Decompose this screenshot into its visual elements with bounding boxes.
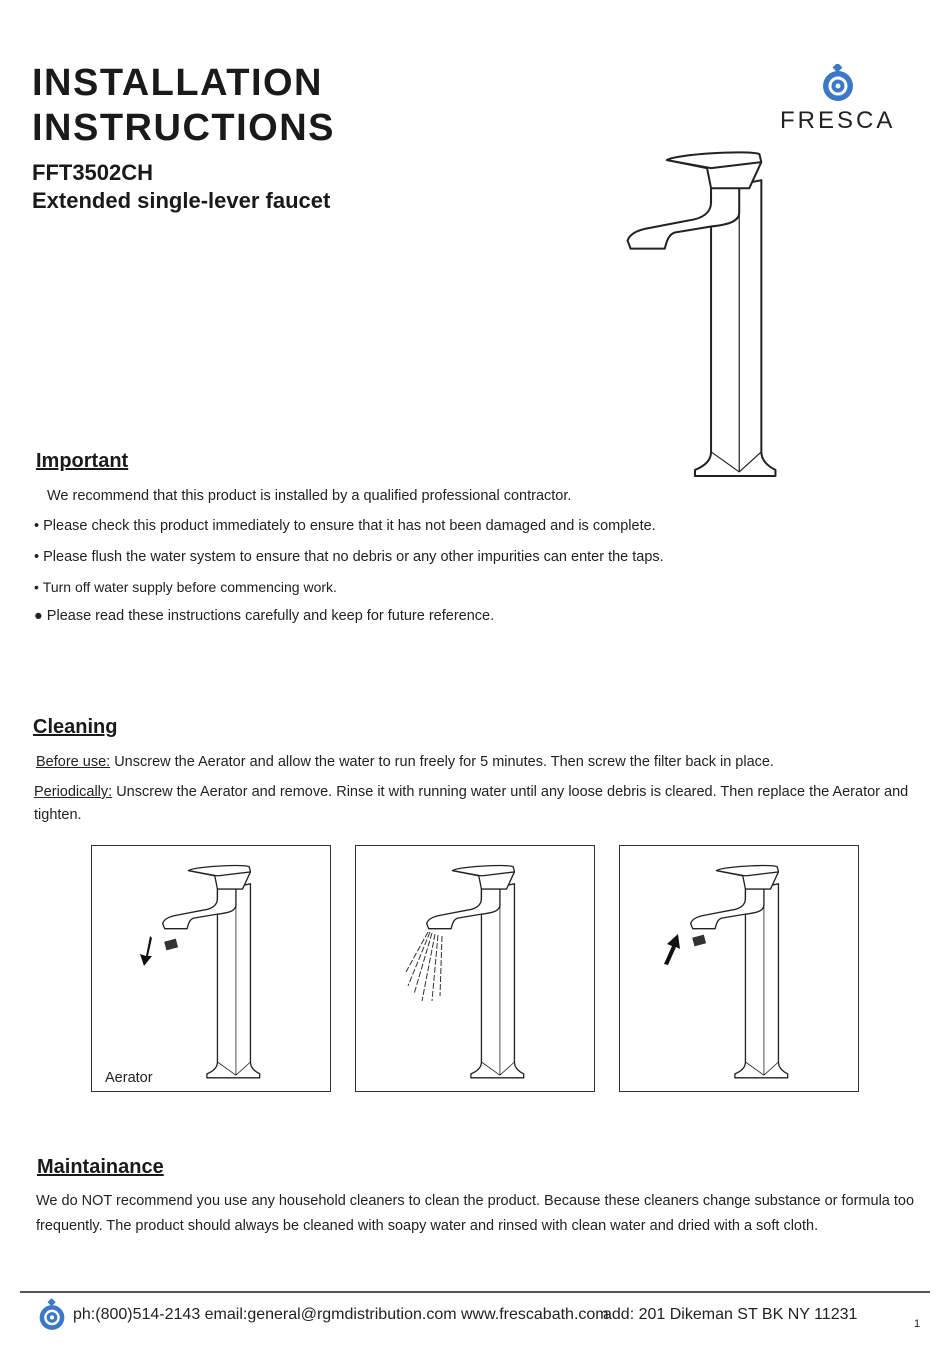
important-item: We recommend that this product is installed by a qualified professional contractor. bbox=[47, 488, 572, 504]
model-number: FFT3502CH bbox=[32, 160, 154, 185]
arrow-down-icon bbox=[140, 936, 152, 966]
important-heading: Important bbox=[36, 450, 129, 472]
water-spray-icon bbox=[406, 932, 442, 1001]
important-item: ● Please read these instructions carefully and keep for future reference. bbox=[34, 608, 495, 624]
title-line-1: INSTALLATION bbox=[32, 62, 323, 104]
before-use-text: Before use: Unscrew the Aerator and allow the water to run freely for 5 minutes. Then screw the filter back in place. bbox=[36, 754, 774, 770]
footer-contact: ph:(800)514-2143 email:general@rgmdistribution.com www.frescabath.com bbox=[73, 1306, 609, 1323]
cleaning-heading: Cleaning bbox=[33, 716, 118, 738]
product-name: Extended single-lever faucet bbox=[32, 188, 331, 213]
step-replace-aerator bbox=[619, 845, 859, 1092]
brand-logo bbox=[780, 64, 895, 135]
step-remove-aerator bbox=[91, 845, 331, 1092]
page-number: 1 bbox=[914, 1318, 921, 1330]
aerator-icon bbox=[164, 939, 178, 951]
maintenance-text: We do NOT recommend you use any household cleaners to clean the product. Because these cleaners change substance or formula too frequently. The product should always be cleaned with soapy water and rinsed with clean water and dried with a soft cloth. bbox=[36, 1193, 915, 1234]
fresca-drop-icon bbox=[38, 1298, 66, 1332]
brand-name: FRESCA bbox=[780, 107, 896, 134]
maintenance-heading: Maintainance bbox=[37, 1156, 164, 1178]
step-flush-water bbox=[355, 845, 595, 1092]
fresca-drop-icon bbox=[821, 64, 855, 102]
faucet-illustration bbox=[626, 150, 778, 482]
aerator-label: Aerator bbox=[105, 1070, 153, 1086]
aerator-icon bbox=[692, 935, 706, 947]
important-item: • Please flush the water system to ensure that no debris or any other impurities can enter the taps. bbox=[34, 549, 664, 565]
footer-divider bbox=[20, 1291, 930, 1293]
footer-address: add: 201 Dikeman ST BK NY 11231 bbox=[603, 1306, 858, 1323]
important-item: • Turn off water supply before commencing work. bbox=[34, 579, 337, 595]
arrow-up-icon bbox=[664, 934, 680, 965]
important-item: • Please check this product immediately to ensure that it has not been damaged and is complete. bbox=[34, 518, 656, 534]
periodically-text: Periodically: Unscrew the Aerator and remove. Rinse it with running water until any loose debris is cleared. Then replace the Aerator and tighten. bbox=[34, 784, 909, 823]
title-line-2: INSTRUCTIONS bbox=[32, 107, 335, 149]
